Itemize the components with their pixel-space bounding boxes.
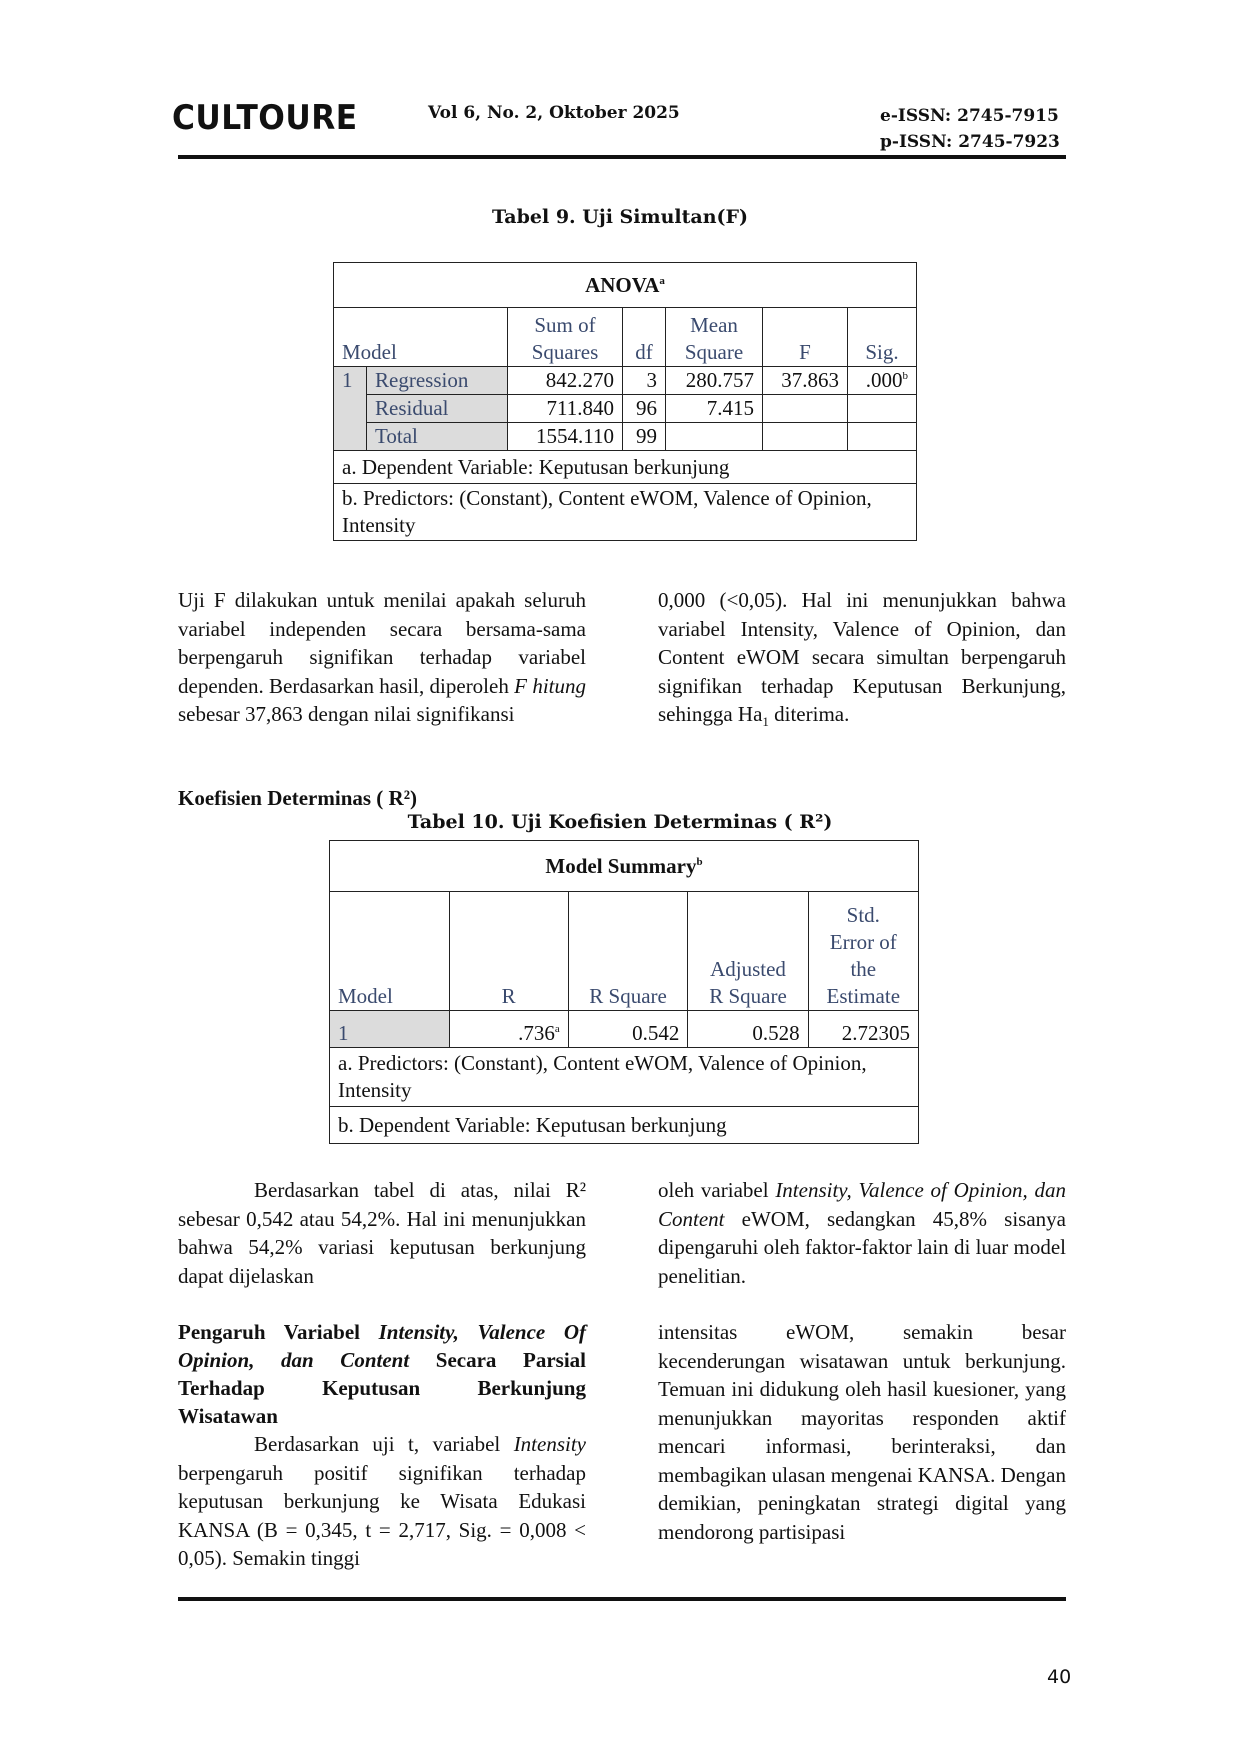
table9-caption: Tabel 9. Uji Simultan(F) <box>491 206 748 228</box>
header-std-error: Std. Error of the Estimate <box>808 892 918 1011</box>
row-label: Total <box>367 423 508 451</box>
p-issn: p-ISSN: 2745-7923 <box>880 132 1060 152</box>
section-heading-partial: Pengaruh Variabel Intensity, Valence Of Opinion, dan Content Secara Parsial Terhadap Keputusan Berkunjung Wisatawan <box>178 1320 586 1428</box>
e-issn: e-ISSN: 2745-7915 <box>880 106 1059 126</box>
row-label: Residual <box>367 395 508 423</box>
cell-sig: .000$^b$ <box>848 367 917 395</box>
table-row <box>334 423 917 451</box>
table9-note-a: a. Dependent Variable: Keputusan berkunjung <box>334 451 917 484</box>
header-f: F <box>763 308 848 367</box>
model-number: 1 <box>330 1011 450 1048</box>
section3-left <box>178 1318 586 1573</box>
cell-df: 3 <box>623 367 666 395</box>
cell-ms <box>666 423 763 451</box>
para3-right: intensitas eWOM, semakin besar kecenderungan wisatawan untuk berkunjung. Temuan ini didukung oleh hasil kuesioner, yang menunjukkan mayoritas responden aktif mencari informasi, berinteraksi, dan membagikan ulasan mengenai KANSA. Dengan demikian, peningkatan strategi digital yang mendorong partisipasi <box>658 1320 1066 1544</box>
header-adjusted-r-square: Adjusted R Square <box>688 892 808 1011</box>
cell-df: 99 <box>623 423 666 451</box>
para2-left: Berdasarkan tabel di atas, nilai R² sebesar 0,542 atau 54,2%. Hal ini menunjukkan bahwa 54,2% variasi keputusan berkunjung dapat dijelaskan <box>178 1178 586 1288</box>
journal-volume: Vol 6, No. 2, Oktober 2025 <box>428 103 680 123</box>
table10-note-b: b. Dependent Variable: Keputusan berkunjung <box>330 1107 919 1144</box>
header-model: Model <box>330 892 450 1011</box>
cell-ss: 711.840 <box>508 395 623 423</box>
cell-ms: 7.415 <box>666 395 763 423</box>
header-mean-square: Mean Square <box>666 308 763 367</box>
table10-caption: Tabel 10. Uji Koefisien Determinas ( R²) <box>407 811 833 833</box>
model-number: 1 <box>334 367 367 451</box>
para2-right: oleh variabel Intensity, Valence of Opinion, dan Content eWOM, sedangkan 45,8% sisanya dipengaruhi oleh faktor-faktor lain di luar model penelitian. <box>658 1178 1066 1288</box>
cell-r: .736$^a$ <box>449 1011 568 1048</box>
para1-right: 0,000 (<0,05). Hal ini menunjukkan bahwa variabel Intensity, Valence of Opinion, dan Content eWOM secara simultan berpengaruh signifikan terhadap Keputusan Berkunjung, sehingga $Ha_1$ diterima. <box>658 588 1066 730</box>
anova-title: ANOVA$^a$ <box>334 263 917 308</box>
cell-sig <box>848 423 917 451</box>
cell-std-error: 2.72305 <box>808 1011 918 1048</box>
header-model: Model <box>334 308 508 367</box>
journal-logo: CULTOURE <box>172 98 358 138</box>
section-heading-r2: Koefisien Determinas ( R²) <box>178 786 417 810</box>
table-row <box>334 367 917 395</box>
model-summary-title: Model Summary$^b$ <box>330 841 919 892</box>
page-number: 40 <box>1047 1666 1072 1688</box>
issn-block <box>880 103 1060 155</box>
header-rule <box>178 155 1066 159</box>
para3-left: Berdasarkan uji t, variabel Intensity berpengaruh positif signifikan terhadap keputusan berkunjung ke Wisata Edukasi KANSA (B = 0,345, t = 2,717, Sig. = 0,008 < 0,05). Semakin tinggi <box>178 1432 586 1570</box>
cell-df: 96 <box>623 395 666 423</box>
model-summary-table <box>329 840 919 1144</box>
table9-note-b: b. Predictors: (Constant), Content eWOM, Valence of Opinion, Intensity <box>334 484 917 541</box>
cell-ss: 1554.110 <box>508 423 623 451</box>
cell-f <box>763 395 848 423</box>
cell-sig <box>848 395 917 423</box>
anova-table <box>333 262 917 541</box>
header-sum-of-squares: Sum of Squares <box>508 308 623 367</box>
table-row <box>334 395 917 423</box>
cell-ss: 842.270 <box>508 367 623 395</box>
header-sig: Sig. <box>848 308 917 367</box>
table10-note-a: a. Predictors: (Constant), Content eWOM, Valence of Opinion, Intensity <box>330 1048 919 1107</box>
cell-ms: 280.757 <box>666 367 763 395</box>
cell-f <box>763 423 848 451</box>
table-row <box>330 1011 919 1048</box>
para1-left: Uji F dilakukan untuk menilai apakah seluruh variabel independen secara bersama-sama berpengaruh signifikan terhadap variabel dependen. Berdasarkan hasil, diperoleh F hitung sebesar 37,863 dengan nilai signifikansi <box>178 588 586 726</box>
row-label: Regression <box>367 367 508 395</box>
footer-rule <box>178 1597 1066 1601</box>
cell-f: 37.863 <box>763 367 848 395</box>
header-r: R <box>449 892 568 1011</box>
cell-adjusted-r-square: 0.528 <box>688 1011 808 1048</box>
header-df: df <box>623 308 666 367</box>
header-r-square: R Square <box>568 892 688 1011</box>
cell-r-square: 0.542 <box>568 1011 688 1048</box>
